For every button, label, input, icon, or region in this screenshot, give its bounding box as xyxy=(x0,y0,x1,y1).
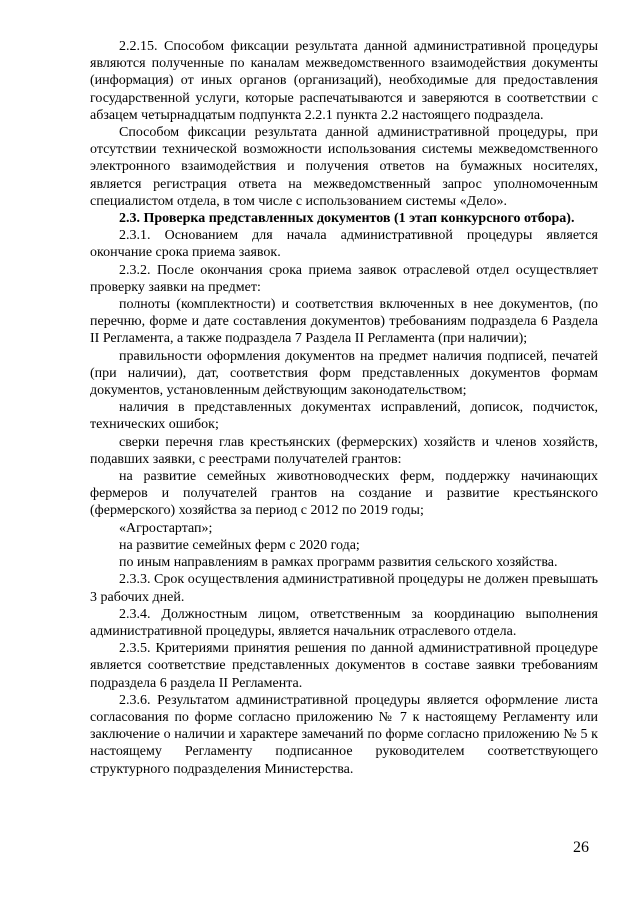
list-item-corrections: наличия в представленных документах исправлений, дописок, подчисток, технических ошибок; xyxy=(90,400,598,433)
document-body xyxy=(90,38,598,778)
list-item-family-farms-2020: на развитие семейных ферм с 2020 года; xyxy=(119,537,360,553)
list-item-correctness: правильности оформления документов на предмет наличия подписей, печатей (при наличии), дат, соответствия форм представленных документов формам документов, установленным действующим законодательством; xyxy=(90,348,598,399)
page-number: 26 xyxy=(573,839,589,856)
paragraph-2-3-2: 2.3.2. После окончания срока приема заявок отраслевой отдел осуществляет проверку заявки на предмет: xyxy=(90,262,598,295)
list-item-completeness: полноты (комплектности) и соответствия включенных в нее документов, (по перечню, форме и дате составления документов) требованиям подраздела 6 Раздела II Регламента, а также подраздела 7 Раздела II Регламента (при наличии); xyxy=(90,297,598,347)
list-item-agrostartap: «Агростартап»; xyxy=(119,520,213,536)
list-item-family-farms-2012-2019: на развитие семейных животноводческих ферм, поддержку начинающих фермеров и получателей грантов на создание и развитие крестьянского (фермерского) хозяйства за период с 2012 по 2019 годы; xyxy=(90,469,598,519)
list-item-other-directions: по иным направлениям в рамках программ развития сельского хозяйства. xyxy=(119,555,558,571)
paragraph-2-3-5: 2.3.5. Критериями принятия решения по данной административной процедуре является соответствие представленных документов в составе заявки требованиям подраздела 6 раздела II Регламента. xyxy=(90,641,598,691)
paragraph-2-2-15: 2.2.15. Способом фиксации результата данной административной процедуры являются полученные по каналам межведомственного взаимодействия документы (информация) от иных органов (организаций), необходимые для предоставления государственной услуги, которые распечатываются и заверяются в соответствии с абзацем четырнадцатым подпункта 2.2.1 пункта 2.2 настоящего подраздела. xyxy=(90,39,598,123)
section-heading-2-3: 2.3. Проверка представленных документов (1 этап конкурсного отбора). xyxy=(119,211,575,227)
list-item-reconciliation: сверки перечня глав крестьянских (фермерских) хозяйств и членов хозяйств, подавших заявки, с реестрами получателей грантов: xyxy=(90,434,598,467)
paragraph-2-3-3: 2.3.3. Срок осуществления административной процедуры не должен превышать 3 рабочих дней. xyxy=(90,572,598,605)
paragraph-fixation-method: Способом фиксации результата данной административной процедуры, при отсутствии технической возможности использования системы межведомственного электронного взаимодействия и получения ответов на бумажных носителях, является регистрация ответа на межведомственный запрос уполномоченным специалистом отдела, в том числе с использованием системы «Дело». xyxy=(90,125,598,209)
paragraph-2-3-4: 2.3.4. Должностным лицом, ответственным за координацию выполнения административной процедуры, является начальник отраслевого отдела. xyxy=(90,606,598,639)
paragraph-2-3-6: 2.3.6. Результатом административной процедуры является оформление листа согласования по форме согласно приложению № 7 к настоящему Регламенту или заключение о наличии и характере замечаний по форме согласно приложению № 5 к настоящему Регламенту подписанное руководителем соответствующего структурного подразделения Министерства. xyxy=(90,692,598,777)
paragraph-2-3-1: 2.3.1. Основанием для начала административной процедуры является окончание срока приема заявок. xyxy=(90,228,598,261)
